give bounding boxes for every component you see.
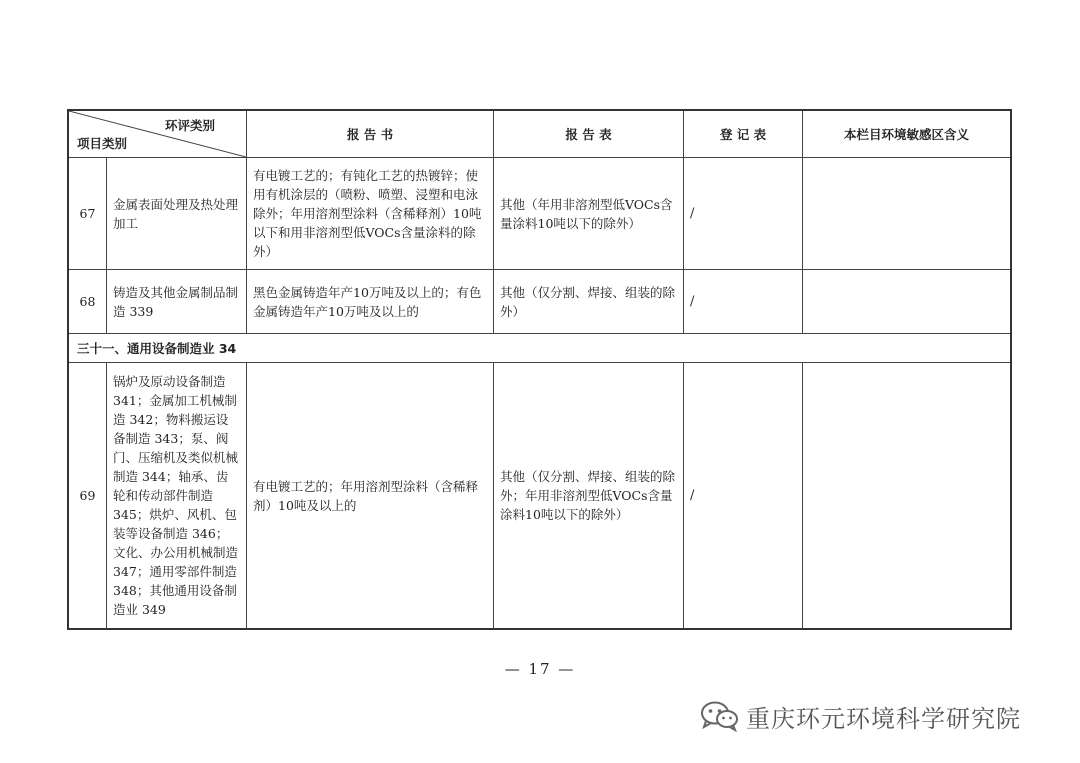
- row-67-report-form: 其他（年用非溶剂型低VOCs含量涂料10吨以下的除外）: [500, 196, 673, 231]
- row-69-report-book: 有电镀工艺的；年用溶剂型涂料（含稀释剂）10吨及以上的: [253, 478, 479, 513]
- row-67-register-form: /: [690, 206, 695, 221]
- page-number: — 17 —: [504, 660, 576, 678]
- header-register-form: 登 记 表: [719, 126, 767, 142]
- row-68-sensitive-area: [803, 270, 1010, 333]
- row-68-name: 铸造及其他金属制品制造 339: [113, 284, 239, 319]
- header-report-form: 报 告 表: [565, 126, 612, 142]
- row-67-report-book: 有电镀工艺的；有钝化工艺的热镀锌；使用有机涂层的（喷粉、喷塑、浸塑和电泳除外；年用溶剂型涂料（含稀释剂）10吨以下和用非溶剂型低VOCs含量涂料的除外）: [253, 168, 482, 259]
- row-67-number: 67: [79, 206, 96, 221]
- row-67-name: 金属表面处理及热处理加工: [113, 196, 239, 231]
- row-69-sensitive-area: [803, 363, 1010, 628]
- header-project-category: 项目类别: [77, 135, 128, 151]
- wechat-icon: [700, 700, 740, 732]
- row-67-sensitive-area: [803, 158, 1010, 269]
- header-sensitive-area: 本栏目环境敏感区含义: [843, 126, 969, 142]
- row-68-number: 68: [79, 294, 96, 309]
- classification-table: [67, 109, 1012, 630]
- section-heading: 三十一、通用设备制造业 34: [77, 340, 237, 356]
- row-69-number: 69: [79, 488, 96, 503]
- watermark-text: 重庆环元环境科学研究院: [746, 704, 1021, 733]
- row-68-report-form: 其他（仅分割、焊接、组装的除外）: [500, 284, 676, 319]
- row-68-register-form: /: [690, 294, 695, 309]
- row-69-register-form: /: [690, 488, 695, 503]
- row-69-report-form: 其他（仅分割、焊接、组装的除外；年用非溶剂型低VOCs含量涂料10吨以下的除外）: [500, 469, 676, 522]
- row-69-name: 锅炉及原动设备制造341；金属加工机械制造 342；物料搬运设备制造 343；泵、阀门、压缩机及类似机械制造 344；轴承、齿轮和传动部件制造 345；烘炉、风机、包装等设备制造 346；文化、办公用机械制造 347；通用零部件制造 348；其他通用设备制造业 349: [113, 374, 239, 617]
- header-report-book: 报 告 书: [346, 126, 394, 142]
- watermark: [700, 696, 1060, 736]
- row-68-report-book: 黑色金属铸造年产10万吨及以上的；有色金属铸造年产10万吨及以上的: [253, 284, 482, 319]
- header-env-category: 环评类别: [165, 117, 216, 133]
